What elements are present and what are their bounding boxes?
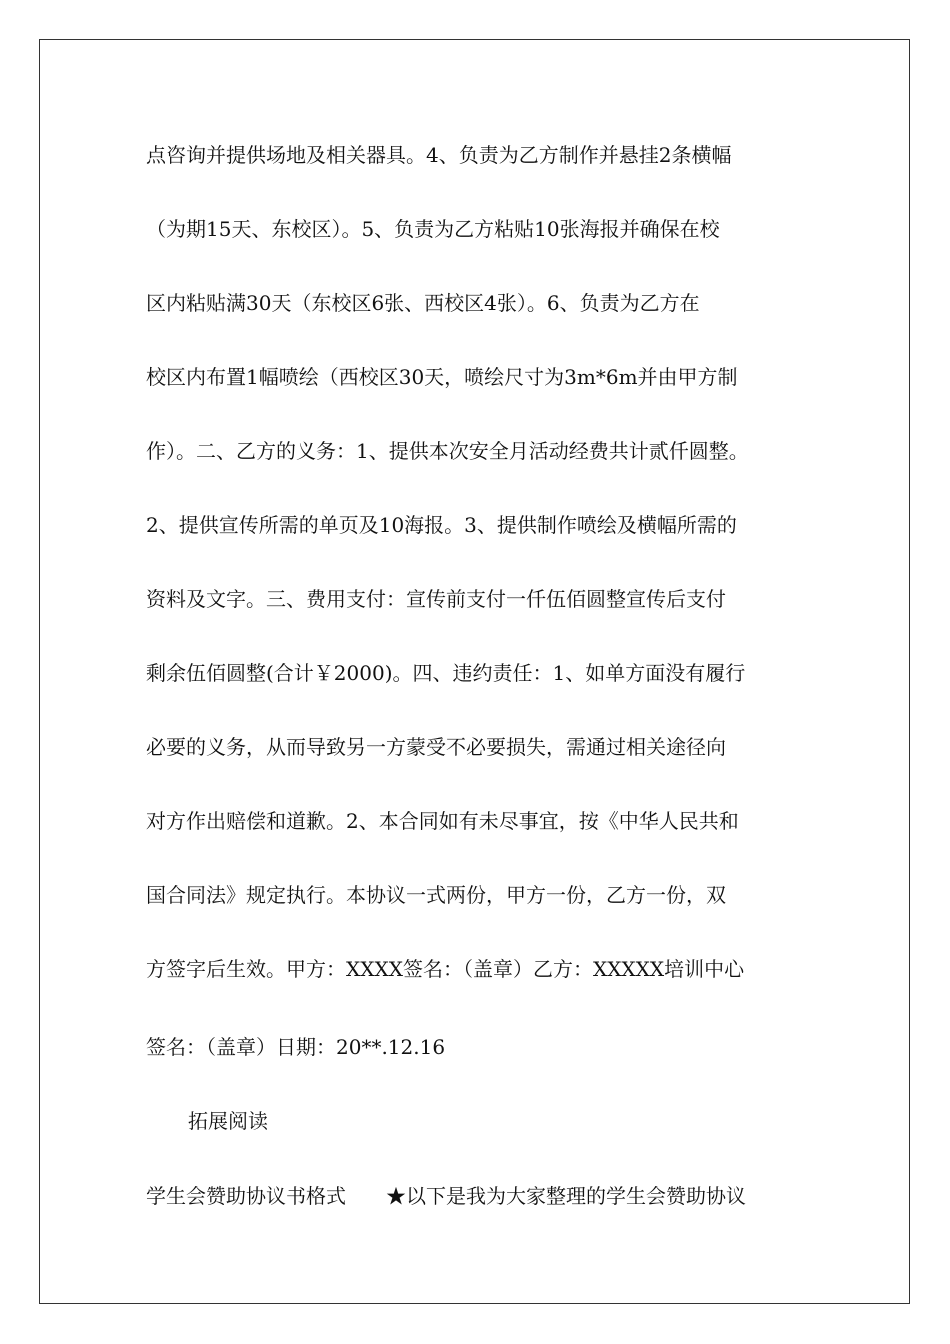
body-line-10: 对方作出赔偿和道歉。2、本合同如有未尽事宜，按《中华人民共和	[146, 809, 739, 833]
body-line-1: 点咨询并提供场地及相关器具。4、负责为乙方制作并悬挂2条横幅	[146, 143, 732, 167]
body-line-2: （为期15天、东校区）。5、负责为乙方粘贴10张海报并确保在校	[146, 217, 720, 241]
body-line-8: 剩余伍佰圆整(合计￥2000)。四、违约责任：1、如单方面没有履行	[146, 661, 746, 685]
body-line-6: 2、提供宣传所需的单页及10海报。3、提供制作喷绘及横幅所需的	[146, 513, 737, 537]
body-line-11: 国合同法》规定执行。本协议一式两份，甲方一份，乙方一份，双	[146, 883, 726, 907]
body-line-4: 校区内布置1幅喷绘（西校区30天，喷绘尺寸为3m*6m并由甲方制	[146, 365, 738, 389]
body-line-9: 必要的义务，从而导致另一方蒙受不必要损失，需通过相关途径向	[146, 735, 726, 759]
body-line-3: 区内粘贴满30天（东校区6张、西校区4张）。6、负责为乙方在	[146, 291, 700, 315]
body-line-13: 签名：（盖章）日期：20**.12.16	[146, 1035, 446, 1059]
extended-reading-heading: 拓展阅读	[188, 1109, 268, 1133]
body-line-5: 作）。二、乙方的义务：1、提供本次安全月活动经费共计贰仟圆整。	[146, 439, 749, 463]
footer-line: 学生会赞助协议书格式 ★以下是我为大家整理的学生会赞助协议	[146, 1184, 746, 1208]
body-line-12: 方签字后生效。甲方：XXXX签名：（盖章）乙方：XXXXX培训中心	[146, 957, 745, 981]
body-line-7: 资料及文字。三、费用支付：宣传前支付一仟伍佰圆整宣传后支付	[146, 587, 726, 611]
